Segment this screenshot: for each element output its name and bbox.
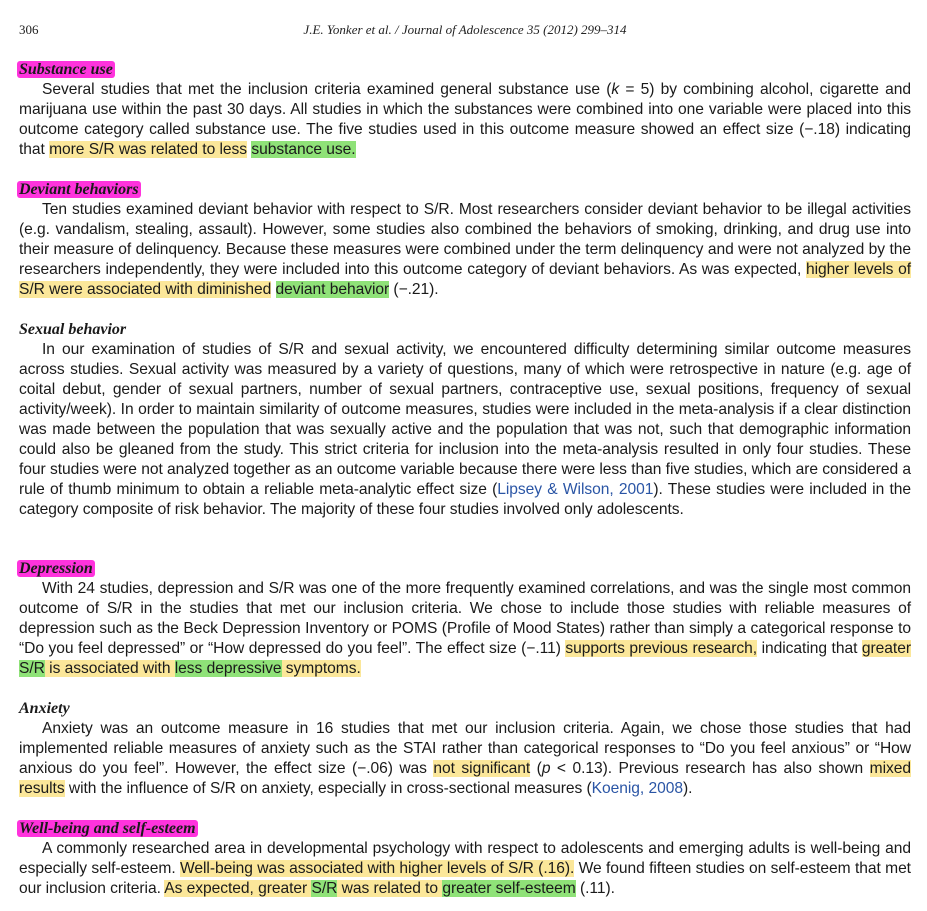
page-number: 306 (19, 22, 39, 37)
section-wellbeing-self-esteem (19, 819, 911, 899)
section-paragraph: Anxiety was an outcome measure in 16 studies that met our inclusion criteria. Again, we chose those studies that had implemented reliable measures of anxiety such as the STAI rather than categorical responses to “Do you feel anxious” or “How anxious do you feel”. However, the effect size (−.06) was not significant (p < 0.13). Previous research has also shown mixed results with the influence of S/R on anxiety, especially in cross-sectional measures (Koenig, 2008). (19, 720, 911, 797)
section-anxiety (19, 699, 911, 799)
highlight-yellow: higher levels of S/R were associated with diminished (19, 261, 911, 298)
highlight-yellow: not significant (433, 760, 531, 777)
highlight-green: S/R (19, 660, 45, 677)
page-header (19, 22, 911, 42)
highlight-yellow: supports previous research, (565, 640, 758, 657)
citation-link[interactable]: Lipsey & Wilson, 2001 (497, 481, 654, 498)
section-title (19, 819, 911, 839)
highlight-green: less depressive (174, 660, 282, 677)
section-sexual-behavior (19, 320, 911, 520)
highlight-yellow: more S/R was related to less (49, 141, 248, 158)
title-highlight: Substance use (19, 61, 113, 78)
highlight-green: substance use. (251, 141, 356, 158)
section-title (19, 559, 911, 579)
section-paragraph: With 24 studies, depression and S/R was one of the more frequently examined correlations, and was the single most common outcome of S/R in the studies that met our inclusion criteria. We chose to include those studies with reliable measures of depression such as the Beck Depression Inventory or POMS (Profile of Mood States) rather than simply a categorical response to “Do you feel depressed” or “How depressed do you feel”. The effect size (−.11) supports previous research, indicating that greater S/R is associated with less depressive symptoms. (19, 580, 911, 677)
highlight-green: deviant behavior (275, 281, 390, 298)
highlight-yellow: was related to (341, 880, 439, 897)
highlight-yellow: is associated with (49, 660, 171, 677)
section-paragraph: In our examination of studies of S/R and sexual activity, we encountered difficulty determining similar outcome measures across studies. Sexual activity was measured by a variety of questions, many of which were retrospective in nature (e.g. age of coital debut, gender of sexual partners, number of sexual partners, contraceptive use, sexual positions, frequency of sexual activity/week). In order to maintain similarity of outcome measures, studies were included in the meta-analysis if a clear distinction was made between the population that was sexually active and the population that was not, such that demographic information could also be gleaned from the study. This strict criteria for inclusion into the meta-analysis resulted in only four studies. These four studies were not analyzed together as an outcome variable because there were less than five studies, which are considered a rule of thumb minimum to obtain a reliable meta-analytic effect size (Lipsey & Wilson, 2001). These studies were included in the category composite of risk behavior. The majority of these four studies involved only adolescents. (19, 341, 911, 518)
citation-link[interactable]: Koenig, 2008 (591, 780, 683, 797)
title-highlight: Deviant behaviors (19, 181, 139, 198)
section-paragraph: Ten studies examined deviant behavior with respect to S/R. Most researchers consider deviant behavior to be illegal activities (e.g. vandalism, stealing, assault). However, some studies also combined the behaviors of smoking, drinking, and drug use into their measure of delinquency. Because these measures were combined under the term delinquency and were not analyzed by the researchers independently, they were included into this outcome category of deviant behaviors. As was expected, higher levels of S/R were associated with diminished deviant behavior (−.21). (19, 201, 911, 298)
highlight-green: S/R (311, 880, 338, 897)
title-highlight: Depression (19, 560, 93, 577)
section-title: Anxiety (19, 700, 70, 717)
highlight-yellow: symptoms. (285, 660, 361, 677)
section-deviant-behaviors (19, 180, 911, 300)
section-paragraph: Several studies that met the inclusion criteria examined general substance use (k = 5) by combining alcohol, cigarette and marijuana use within the past 30 days. All studies in which the substances were combined into one variable were placed into this outcome category called substance use. The five studies used in this outcome measure showed an effect size (−.18) indicating that more S/R was related to less substance use. (19, 81, 912, 158)
title-highlight: Well-being and self-esteem (19, 820, 196, 837)
section-depression (19, 559, 911, 679)
section-title (19, 60, 911, 80)
highlight-yellow: greater (861, 640, 911, 657)
section-substance-use (19, 60, 911, 160)
highlight-yellow: As expected, greater (164, 880, 308, 897)
section-paragraph: A commonly researched area in developmental psychology with respect to adolescents and emerging adults is well-being and especially self-esteem. Well-being was associated with higher levels of S/R (.16). We found fifteen studies on self-esteem that met our inclusion criteria. As expected, greater S/R was related to greater self-esteem (.11). (19, 840, 911, 897)
highlight-yellow: mixed results (19, 760, 911, 797)
section-title: Sexual behavior (19, 321, 127, 338)
highlight-green: greater self-esteem (442, 880, 576, 897)
section-title (19, 180, 911, 200)
k-variable: k (611, 81, 620, 98)
highlight-yellow: Well-being was associated with higher levels of S/R (.16). (180, 860, 575, 877)
running-head: J.E. Yonker et al. / Journal of Adolescence 35 (2012) 299–314 (303, 22, 627, 37)
p-variable: p (541, 760, 551, 777)
